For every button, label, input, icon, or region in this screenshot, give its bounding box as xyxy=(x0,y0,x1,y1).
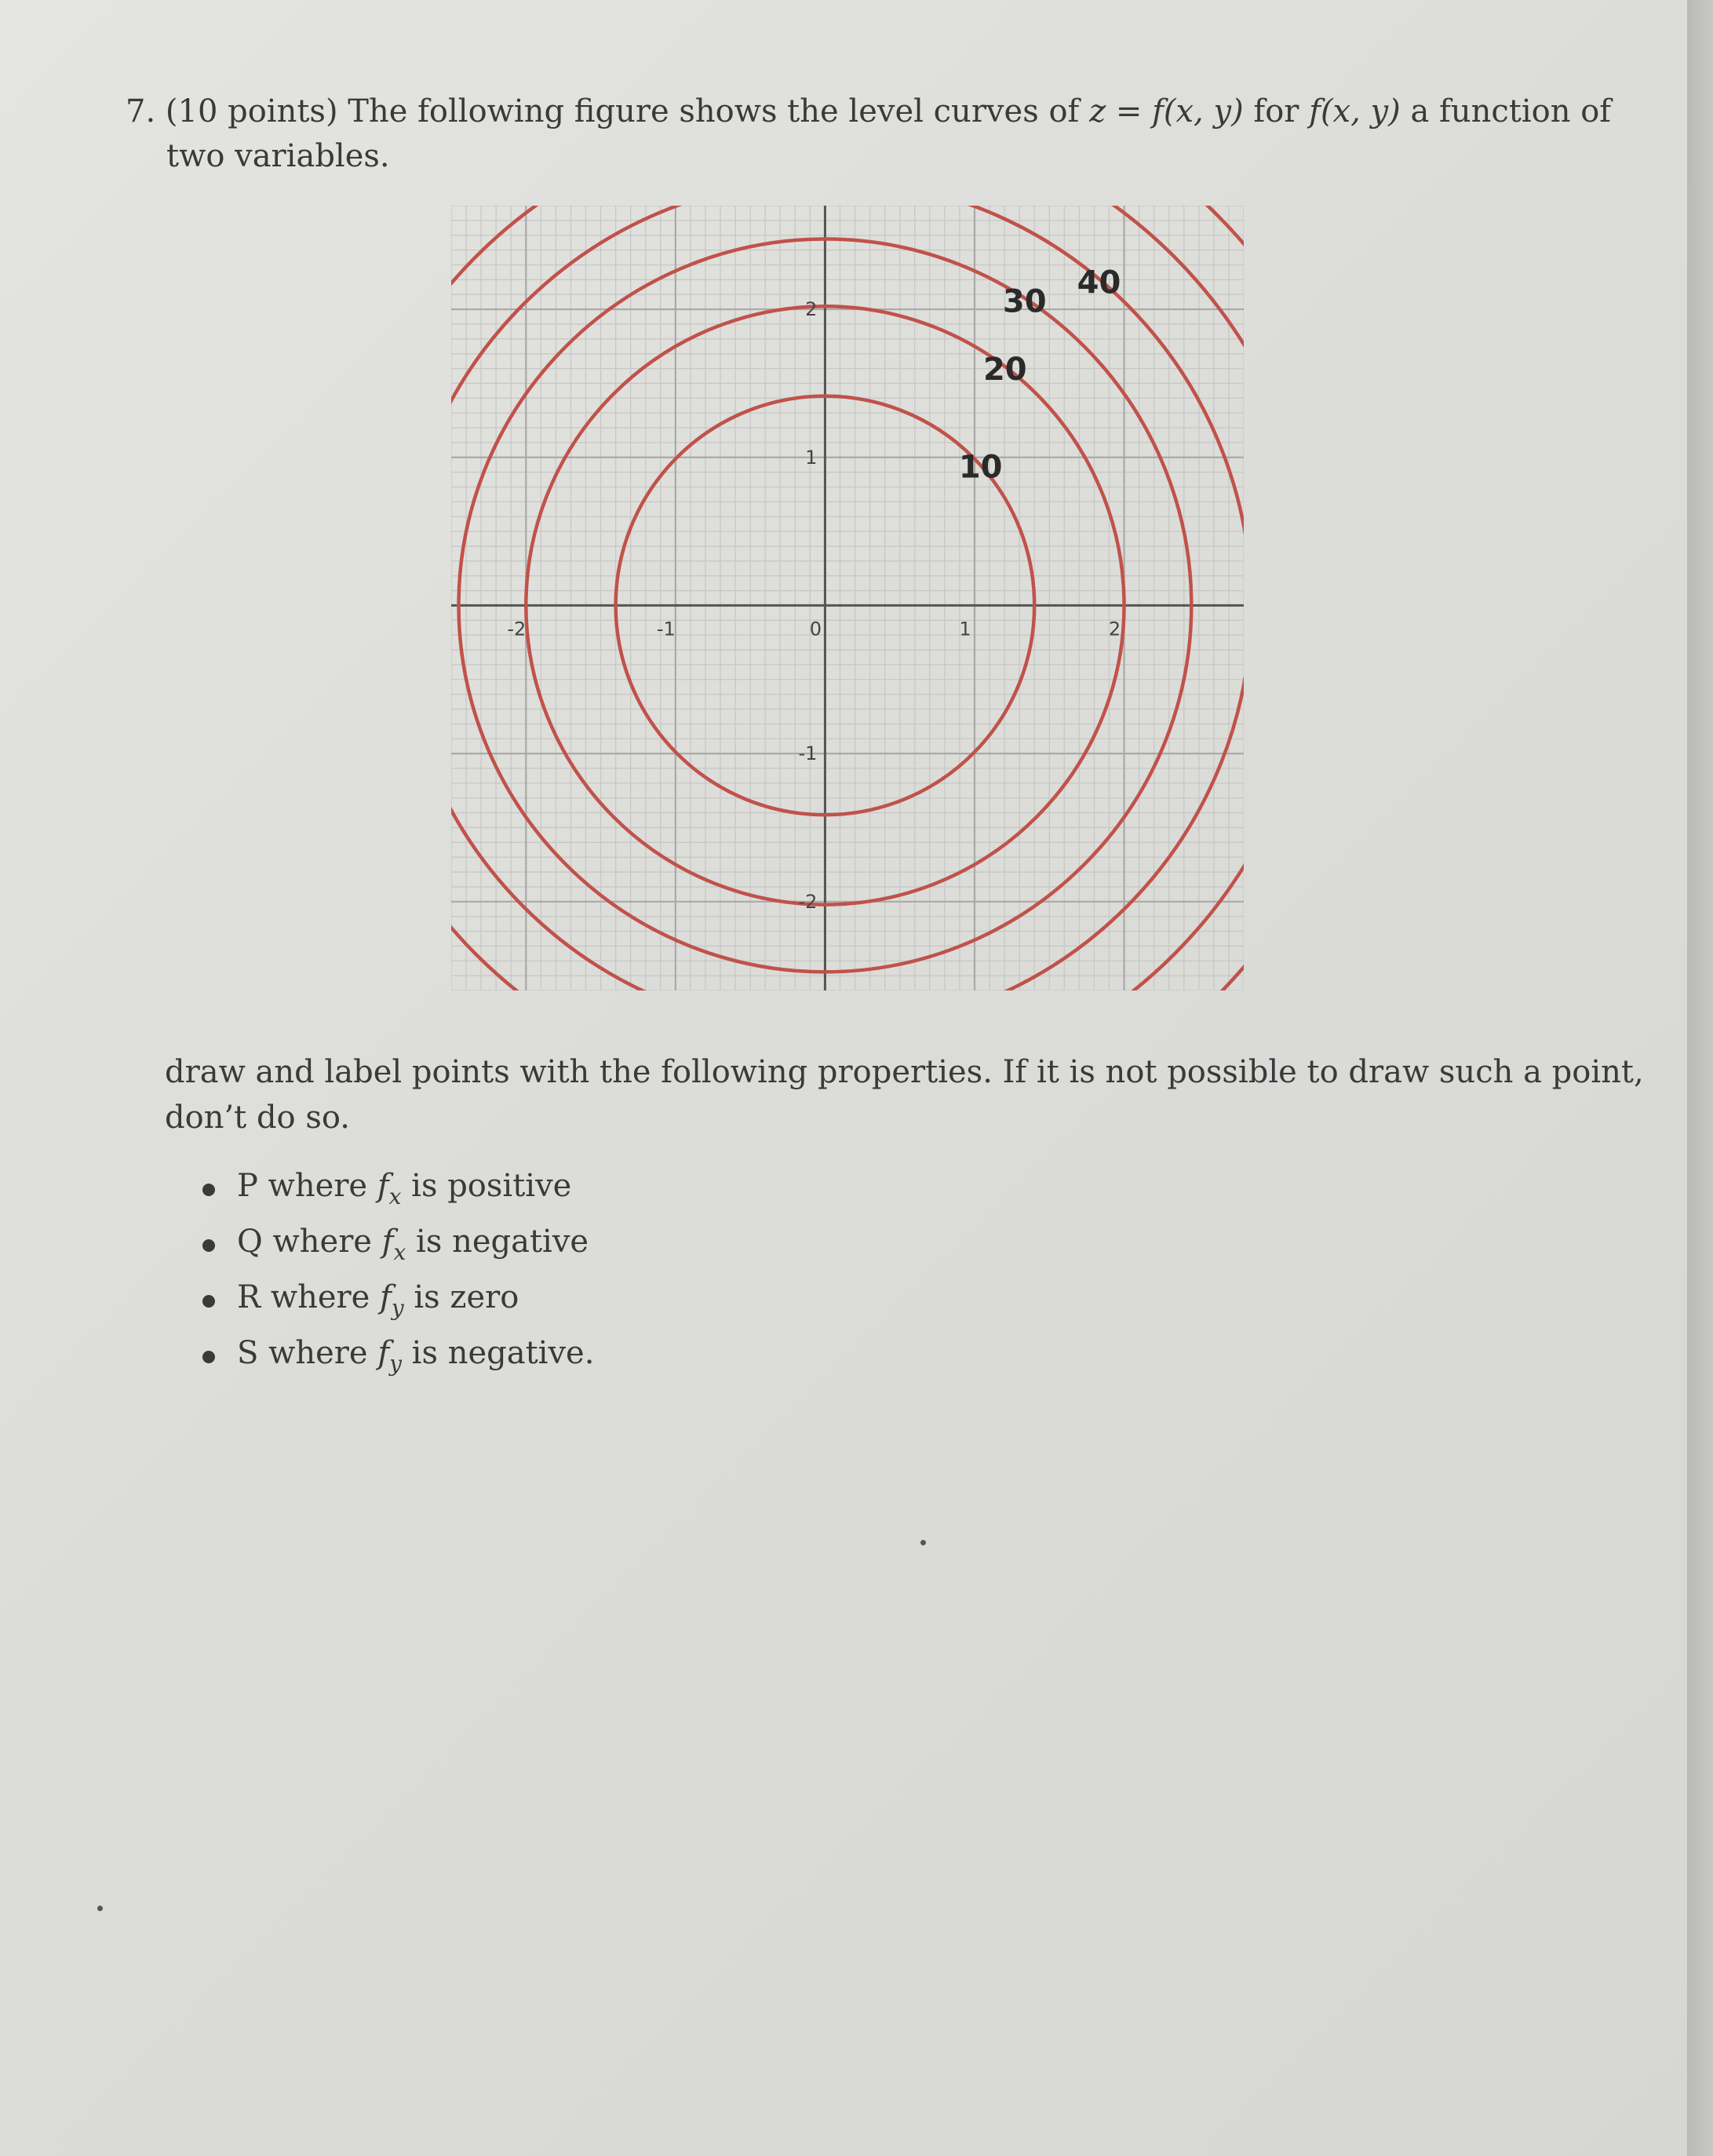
y-tick-label: -1 xyxy=(798,742,818,765)
where-text: where xyxy=(270,1279,370,1315)
partial-sub: x xyxy=(393,1239,406,1265)
condition-text: is negative. xyxy=(411,1335,595,1371)
x-tick-label: -2 xyxy=(507,618,527,640)
point-letter: Q xyxy=(237,1224,263,1260)
y-tick-label: 1 xyxy=(805,446,818,469)
point-letter: R xyxy=(237,1279,261,1315)
bullet-icon xyxy=(202,1351,215,1363)
problem-points: (10 points) xyxy=(165,93,338,130)
y-tick-label: -2 xyxy=(798,890,818,913)
page-edge-shadow xyxy=(1687,0,1713,2156)
level-label-30: 30 xyxy=(1002,283,1047,320)
partial-var: f xyxy=(377,1168,389,1204)
instructions-line1: draw and label points with the following properties. If it is not possible to draw such a point, xyxy=(165,1054,1644,1090)
problem-intro: The following figure shows the level curves of xyxy=(348,93,1080,130)
partial-var: f xyxy=(380,1279,392,1315)
level-labels xyxy=(959,265,1121,486)
level-label-10: 10 xyxy=(958,449,1003,486)
level-label-40: 40 xyxy=(1077,264,1121,301)
where-text: where xyxy=(272,1224,372,1260)
condition-text: is zero xyxy=(414,1279,519,1315)
stray-mark xyxy=(97,1906,103,1911)
problem-statement-line1 xyxy=(126,93,1611,130)
x-tick-label: -1 xyxy=(656,618,676,640)
condition-text: is positive xyxy=(411,1168,572,1204)
partial-sub: y xyxy=(389,1351,402,1377)
x-tick-label: 0 xyxy=(809,618,822,640)
list-item-q xyxy=(237,1223,589,1266)
list-item-s xyxy=(237,1334,594,1377)
y-tick-label: 2 xyxy=(805,298,818,321)
partial-var: f xyxy=(377,1335,390,1371)
problem-rest: a function of xyxy=(1410,93,1612,130)
partial-sub: y xyxy=(391,1295,404,1321)
problem-equation: z = f(x, y) xyxy=(1089,93,1244,130)
stray-mark xyxy=(920,1540,926,1545)
problem-for: for xyxy=(1253,93,1299,130)
list-item-p xyxy=(237,1167,571,1210)
instructions-line2: don’t do so. xyxy=(165,1100,350,1136)
partial-var: f xyxy=(381,1224,394,1260)
point-letter: S xyxy=(237,1335,259,1371)
condition-text: is negative xyxy=(416,1224,589,1260)
x-tick-label: 2 xyxy=(1108,618,1121,640)
list-item-r xyxy=(237,1279,519,1322)
partial-sub: x xyxy=(388,1184,402,1209)
level-label-20: 20 xyxy=(982,352,1027,389)
where-text: where xyxy=(268,1335,368,1371)
bullet-icon xyxy=(202,1239,215,1252)
level-curves-figure xyxy=(451,206,1244,990)
x-tick-label: 1 xyxy=(959,618,971,640)
where-text: where xyxy=(268,1168,368,1204)
point-letter: P xyxy=(237,1168,258,1204)
bullet-icon xyxy=(202,1295,215,1308)
problem-statement-line2: two variables. xyxy=(166,138,390,174)
problem-number: 7. xyxy=(126,93,156,130)
problem-function: f(x, y) xyxy=(1309,93,1401,130)
bullet-icon xyxy=(202,1184,215,1196)
